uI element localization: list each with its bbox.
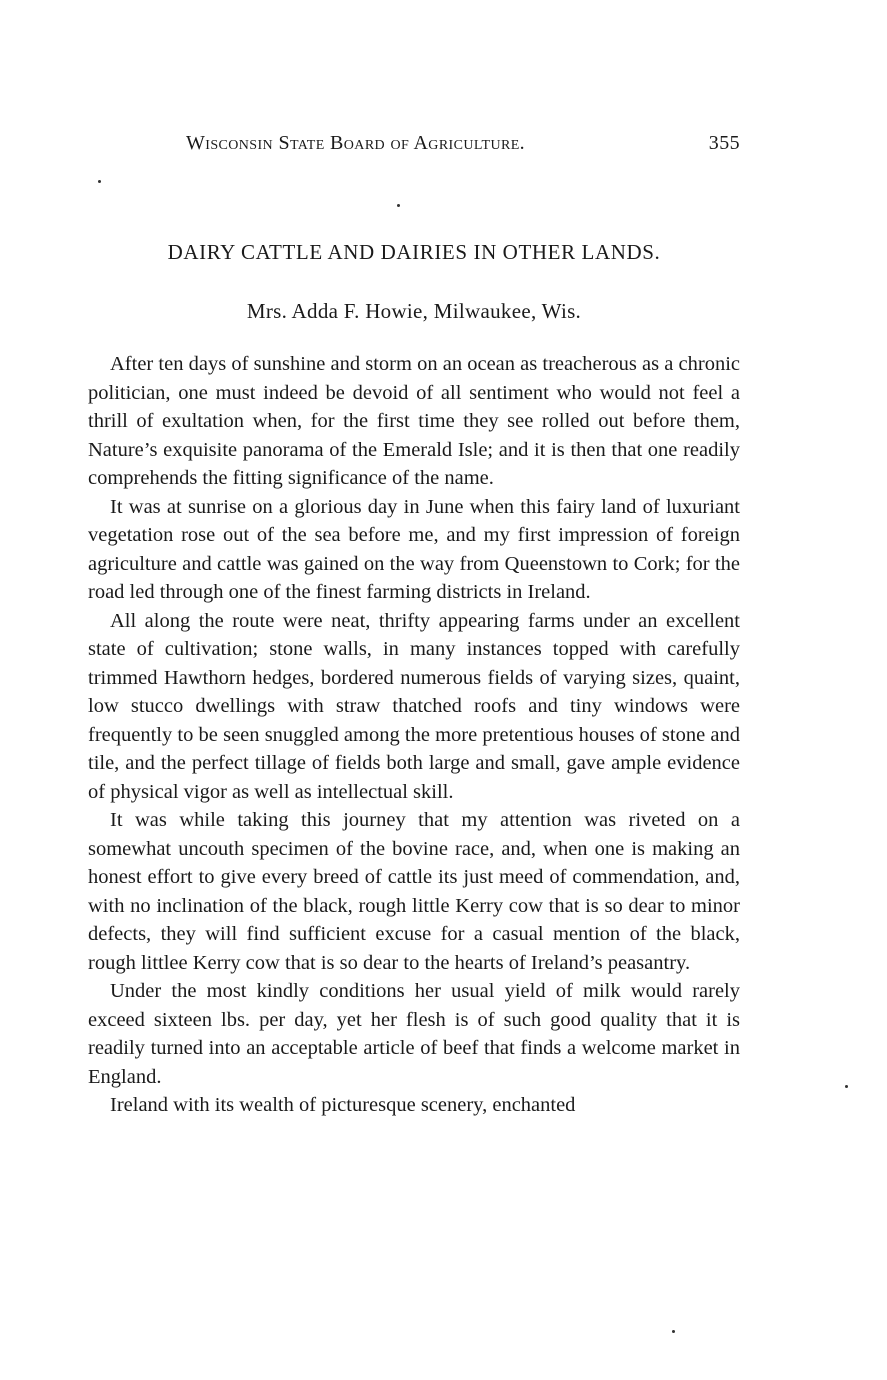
paragraph: It was while taking this journey that my attention was riveted on a somewhat uncouth specimen of the bovine race, and, when one is making an honest effort to give every breed of cattle its just meed of commendation, and, with no inclination of the black, rough little Kerry cow that is so dear to minor defects, they will find sufficient excuse for a casual mention of the black, rough littlee Kerry cow that is so dear to the hearts of Ireland’s peasantry.	[88, 809, 740, 974]
page-number: 355	[708, 132, 740, 154]
paragraph: After ten days of sunshine and storm on an ocean as treacherous as a chronic politician, one must indeed be devoid of all sentiment who would not feel a thrill of exultation when, for the first time they see rolled out before them, Nature’s exquisite panorama of the Emerald Isle; and it is then that one readily comprehends the fitting significance of the name.	[88, 353, 740, 489]
paragraph: It was at sunrise on a glorious day in June when this fairy land of luxuriant vegetation rose out of the sea before me, and my first impression of foreign agriculture and cattle was gained on the way from Queenstown to Cork; for the road led through one of the finest farming districts in Ireland.	[88, 495, 740, 603]
scan-speck	[397, 204, 400, 207]
paragraph: Under the most kindly conditions her usual yield of milk would rarely exceed sixteen lbs. per day, yet her flesh is of such good quality that it is readily turned into an acceptable article of beef that finds a welcome market in England.	[88, 980, 740, 1088]
scan-speck	[672, 1330, 675, 1333]
running-head	[186, 132, 740, 158]
article-body	[88, 350, 740, 1120]
article-title: DAIRY CATTLE AND DAIRIES IN OTHER LANDS.	[167, 240, 661, 264]
author-byline: Mrs. Adda F. Howie, Milwaukee, Wis.	[246, 299, 582, 323]
paragraph: Ireland with its wealth of picturesque scenery, enchanted	[110, 1094, 576, 1116]
scan-speck	[845, 1085, 848, 1088]
paragraph: All along the route were neat, thrifty appearing farms under an excellent state of cultivation; stone walls, in many instances topped with carefully trimmed Hawthorn hedges, bordered numerous fields of varying sizes, quaint, low stucco dwellings with straw thatched roofs and tiny windows were frequently to be seen snuggled among the more pretentious houses of stone and tile, and the perfect tillage of fields both large and small, gave ample evidence of physical vigor as well as intellectual skill.	[88, 609, 740, 803]
running-title: Wisconsin State Board of Agriculture.	[186, 132, 526, 154]
scan-speck	[98, 180, 101, 183]
